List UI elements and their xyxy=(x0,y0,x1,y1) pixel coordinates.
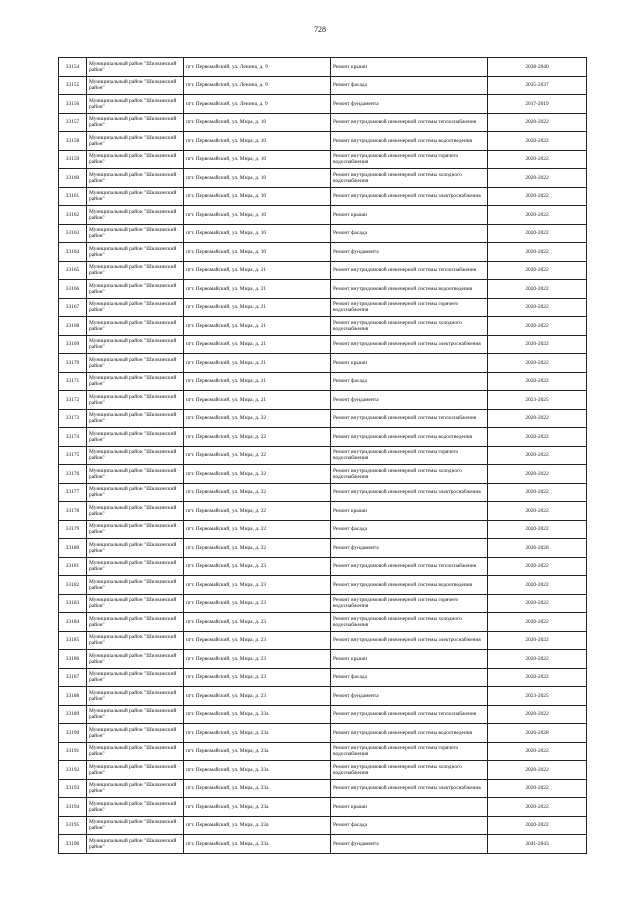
municipality-cell: Муниципальный район "Шилкинский район" xyxy=(87,668,184,687)
address-cell: пгт. Первомайский, ул. Мира, д. 23а xyxy=(184,761,331,780)
municipality-cell: Муниципальный район "Шилкинский район" xyxy=(87,280,184,299)
municipality-cell: Муниципальный район "Шилкинский район" xyxy=(87,335,184,354)
row-number-cell: 33181 xyxy=(59,557,87,576)
row-number-cell: 33175 xyxy=(59,446,87,465)
table-row xyxy=(59,206,587,225)
municipality-cell: Муниципальный район "Шилкинский район" xyxy=(87,742,184,761)
municipality-cell: Муниципальный район "Шилкинский район" xyxy=(87,594,184,613)
work-type-cell: Ремонт внутридомовой инженерной системы водоотведения xyxy=(331,428,488,447)
table-row xyxy=(59,650,587,669)
table-row xyxy=(59,243,587,262)
row-number-cell: 33169 xyxy=(59,335,87,354)
municipality-cell: Муниципальный район "Шилкинский район" xyxy=(87,650,184,669)
table-row xyxy=(59,613,587,632)
period-cell: 2020-2022 xyxy=(488,798,587,817)
address-cell: пгт. Первомайский, ул. Мира, д. 10 xyxy=(184,169,331,188)
period-cell: 2020-2022 xyxy=(488,317,587,336)
work-type-cell: Ремонт внутридомовой инженерной системы горячего водоснабжения xyxy=(331,446,488,465)
municipality-cell: Муниципальный район "Шилкинский район" xyxy=(87,58,184,77)
row-number-cell: 33180 xyxy=(59,539,87,558)
address-cell: пгт. Первомайский, ул. Мира, д. 23а xyxy=(184,724,331,743)
row-number-cell: 33171 xyxy=(59,372,87,391)
period-cell: 2020-2022 xyxy=(488,816,587,835)
row-number-cell: 33160 xyxy=(59,169,87,188)
row-number-cell: 33168 xyxy=(59,317,87,336)
work-type-cell: Ремонт внутридомовой инженерной системы горячего водоснабжения xyxy=(331,742,488,761)
municipality-cell: Муниципальный район "Шилкинский район" xyxy=(87,779,184,798)
municipality-cell: Муниципальный район "Шилкинский район" xyxy=(87,705,184,724)
address-cell: пгт. Первомайский, ул. Мира, д. 22 xyxy=(184,483,331,502)
row-number-cell: 33178 xyxy=(59,502,87,521)
row-number-cell: 33157 xyxy=(59,113,87,132)
address-cell: пгт. Первомайский, ул. Мира, д. 23 xyxy=(184,613,331,632)
work-type-cell: Ремонт фасада xyxy=(331,224,488,243)
table-row xyxy=(59,520,587,539)
row-number-cell: 33191 xyxy=(59,742,87,761)
period-cell: 2020-2022 xyxy=(488,132,587,151)
period-cell: 2020-2022 xyxy=(488,483,587,502)
work-type-cell: Ремонт фундамента xyxy=(331,95,488,114)
municipality-cell: Муниципальный район "Шилкинский район" xyxy=(87,724,184,743)
municipality-cell: Муниципальный район "Шилкинский район" xyxy=(87,483,184,502)
row-number-cell: 33187 xyxy=(59,668,87,687)
row-number-cell: 33164 xyxy=(59,243,87,262)
municipality-cell: Муниципальный район "Шилкинский район" xyxy=(87,317,184,336)
address-cell: пгт. Первомайский, ул. Мира, д. 23 xyxy=(184,650,331,669)
address-cell: пгт. Первомайский, ул. Мира, д. 23а xyxy=(184,779,331,798)
address-cell: пгт. Первомайский, ул. Мира, д. 22 xyxy=(184,409,331,428)
work-type-cell: Ремонт фундамента xyxy=(331,391,488,410)
period-cell: 2020-2022 xyxy=(488,650,587,669)
row-number-cell: 33174 xyxy=(59,428,87,447)
period-cell: 2023-2025 xyxy=(488,391,587,410)
period-cell: 2020-2022 xyxy=(488,372,587,391)
row-number-cell: 33194 xyxy=(59,798,87,817)
work-type-cell: Ремонт внутридомовой инженерной системы водоотведения xyxy=(331,132,488,151)
row-number-cell: 33154 xyxy=(59,58,87,77)
municipality-cell: Муниципальный район "Шилкинский район" xyxy=(87,113,184,132)
municipality-cell: Муниципальный район "Шилкинский район" xyxy=(87,798,184,817)
repair-schedule-table xyxy=(58,57,587,854)
address-cell: пгт. Первомайский, ул. Мира, д. 10 xyxy=(184,206,331,225)
municipality-cell: Муниципальный район "Шилкинский район" xyxy=(87,465,184,484)
address-cell: пгт. Первомайский, ул. Мира, д. 10 xyxy=(184,187,331,206)
period-cell: 2020-2022 xyxy=(488,613,587,632)
period-cell: 2020-2022 xyxy=(488,557,587,576)
table-row xyxy=(59,95,587,114)
work-type-cell: Ремонт фасада xyxy=(331,372,488,391)
work-type-cell: Ремонт внутридомовой инженерной системы электроснабжения xyxy=(331,779,488,798)
municipality-cell: Муниципальный район "Шилкинский район" xyxy=(87,446,184,465)
table-row xyxy=(59,779,587,798)
work-type-cell: Ремонт внутридомовой инженерной системы горячего водоснабжения xyxy=(331,150,488,169)
municipality-cell: Муниципальный район "Шилкинский район" xyxy=(87,631,184,650)
table-row xyxy=(59,502,587,521)
period-cell: 2020-2022 xyxy=(488,113,587,132)
period-cell: 2041-2043 xyxy=(488,835,587,854)
period-cell: 2020-2022 xyxy=(488,465,587,484)
row-number-cell: 33184 xyxy=(59,613,87,632)
address-cell: пгт. Первомайский, ул. Мира, д. 23 xyxy=(184,631,331,650)
row-number-cell: 33155 xyxy=(59,76,87,95)
work-type-cell: Ремонт внутридомовой инженерной системы электроснабжения xyxy=(331,483,488,502)
table-row xyxy=(59,446,587,465)
row-number-cell: 33186 xyxy=(59,650,87,669)
municipality-cell: Муниципальный район "Шилкинский район" xyxy=(87,502,184,521)
period-cell: 2020-2022 xyxy=(488,705,587,724)
address-cell: пгт. Первомайский, ул. Мира, д. 22 xyxy=(184,520,331,539)
work-type-cell: Ремонт фасада xyxy=(331,76,488,95)
address-cell: пгт. Первомайский, ул. Мира, д. 21 xyxy=(184,261,331,280)
period-cell: 2020-2022 xyxy=(488,187,587,206)
row-number-cell: 33170 xyxy=(59,354,87,373)
municipality-cell: Муниципальный район "Шилкинский район" xyxy=(87,428,184,447)
table-row xyxy=(59,187,587,206)
row-number-cell: 33156 xyxy=(59,95,87,114)
table-row xyxy=(59,835,587,854)
table-row xyxy=(59,465,587,484)
period-cell: 2026-2028 xyxy=(488,539,587,558)
address-cell: пгт. Первомайский, ул. Мира, д. 23 xyxy=(184,687,331,706)
row-number-cell: 33172 xyxy=(59,391,87,410)
period-cell: 2020-2022 xyxy=(488,446,587,465)
table-row xyxy=(59,391,587,410)
address-cell: пгт. Первомайский, ул. Мира, д. 21 xyxy=(184,280,331,299)
table-row xyxy=(59,668,587,687)
municipality-cell: Муниципальный район "Шилкинский район" xyxy=(87,76,184,95)
work-type-cell: Ремонт внутридомовой инженерной системы теплоснабжения xyxy=(331,261,488,280)
municipality-cell: Муниципальный район "Шилкинский район" xyxy=(87,261,184,280)
table-row xyxy=(59,150,587,169)
work-type-cell: Ремонт внутридомовой инженерной системы электроснабжения xyxy=(331,335,488,354)
table-row xyxy=(59,705,587,724)
address-cell: пгт. Первомайский, ул. Мира, д. 10 xyxy=(184,243,331,262)
page-number: 728 xyxy=(314,25,326,34)
row-number-cell: 33173 xyxy=(59,409,87,428)
period-cell: 2026-2028 xyxy=(488,724,587,743)
row-number-cell: 33195 xyxy=(59,816,87,835)
period-cell: 2020-2022 xyxy=(488,243,587,262)
table-row xyxy=(59,798,587,817)
work-type-cell: Ремонт внутридомовой инженерной системы холодного водоснабжения xyxy=(331,317,488,336)
municipality-cell: Муниципальный район "Шилкинский район" xyxy=(87,150,184,169)
address-cell: пгт. Первомайский, ул. Мира, д. 10 xyxy=(184,132,331,151)
row-number-cell: 33190 xyxy=(59,724,87,743)
address-cell: пгт. Первомайский, ул. Мира, д. 22 xyxy=(184,428,331,447)
work-type-cell: Ремонт фундамента xyxy=(331,835,488,854)
row-number-cell: 33196 xyxy=(59,835,87,854)
municipality-cell: Муниципальный район "Шилкинский район" xyxy=(87,224,184,243)
work-type-cell: Ремонт крыши xyxy=(331,206,488,225)
table-row xyxy=(59,409,587,428)
row-number-cell: 33166 xyxy=(59,280,87,299)
municipality-cell: Муниципальный район "Шилкинский район" xyxy=(87,687,184,706)
address-cell: пгт. Первомайский, ул. Мира, д. 21 xyxy=(184,391,331,410)
row-number-cell: 33182 xyxy=(59,576,87,595)
municipality-cell: Муниципальный район "Шилкинский район" xyxy=(87,520,184,539)
period-cell: 2020-2022 xyxy=(488,761,587,780)
period-cell: 2017-2019 xyxy=(488,95,587,114)
row-number-cell: 33185 xyxy=(59,631,87,650)
row-number-cell: 33188 xyxy=(59,687,87,706)
table-body xyxy=(59,58,587,854)
table-row xyxy=(59,724,587,743)
period-cell: 2020-2022 xyxy=(488,169,587,188)
table-row xyxy=(59,631,587,650)
address-cell: пгт. Первомайский, ул. Мира, д. 23а xyxy=(184,742,331,761)
table-row xyxy=(59,169,587,188)
address-cell: пгт. Первомайский, ул. Мира, д. 21 xyxy=(184,317,331,336)
row-number-cell: 33162 xyxy=(59,206,87,225)
table-row xyxy=(59,317,587,336)
row-number-cell: 33177 xyxy=(59,483,87,502)
work-type-cell: Ремонт внутридомовой инженерной системы теплоснабжения xyxy=(331,705,488,724)
address-cell: пгт. Первомайский, ул. Мира, д. 23а xyxy=(184,816,331,835)
work-type-cell: Ремонт фасада xyxy=(331,520,488,539)
period-cell: 2020-2022 xyxy=(488,520,587,539)
address-cell: пгт. Первомайский, ул. Мира, д. 22 xyxy=(184,502,331,521)
period-cell: 2020-2022 xyxy=(488,354,587,373)
address-cell: пгт. Первомайский, ул. Ленина, д. 9 xyxy=(184,76,331,95)
work-type-cell: Ремонт фасада xyxy=(331,668,488,687)
table-row xyxy=(59,687,587,706)
table-row xyxy=(59,557,587,576)
municipality-cell: Муниципальный район "Шилкинский район" xyxy=(87,95,184,114)
address-cell: пгт. Первомайский, ул. Мира, д. 23 xyxy=(184,557,331,576)
table-row xyxy=(59,132,587,151)
table-row xyxy=(59,298,587,317)
row-number-cell: 33158 xyxy=(59,132,87,151)
row-number-cell: 33193 xyxy=(59,779,87,798)
work-type-cell: Ремонт внутридомовой инженерной системы теплоснабжения xyxy=(331,409,488,428)
table-row xyxy=(59,335,587,354)
period-cell: 2020-2022 xyxy=(488,261,587,280)
address-cell: пгт. Первомайский, ул. Мира, д. 10 xyxy=(184,150,331,169)
table-row xyxy=(59,58,587,77)
municipality-cell: Муниципальный район "Шилкинский район" xyxy=(87,835,184,854)
period-cell: 2038-2040 xyxy=(488,58,587,77)
period-cell: 2020-2022 xyxy=(488,742,587,761)
table-row xyxy=(59,224,587,243)
address-cell: пгт. Первомайский, ул. Мира, д. 23 xyxy=(184,594,331,613)
table-row xyxy=(59,816,587,835)
period-cell: 2020-2022 xyxy=(488,502,587,521)
work-type-cell: Ремонт внутридомовой инженерной системы электроснабжения xyxy=(331,631,488,650)
work-type-cell: Ремонт крыши xyxy=(331,798,488,817)
municipality-cell: Муниципальный район "Шилкинский район" xyxy=(87,816,184,835)
table-row xyxy=(59,372,587,391)
row-number-cell: 33183 xyxy=(59,594,87,613)
period-cell: 2020-2022 xyxy=(488,668,587,687)
municipality-cell: Муниципальный район "Шилкинский район" xyxy=(87,613,184,632)
period-cell: 2020-2022 xyxy=(488,576,587,595)
municipality-cell: Муниципальный район "Шилкинский район" xyxy=(87,409,184,428)
address-cell: пгт. Первомайский, ул. Мира, д. 23 xyxy=(184,668,331,687)
table-row xyxy=(59,261,587,280)
period-cell: 2020-2022 xyxy=(488,150,587,169)
municipality-cell: Муниципальный район "Шилкинский район" xyxy=(87,187,184,206)
address-cell: пгт. Первомайский, ул. Мира, д. 21 xyxy=(184,335,331,354)
table-row xyxy=(59,539,587,558)
municipality-cell: Муниципальный район "Шилкинский район" xyxy=(87,298,184,317)
row-number-cell: 33192 xyxy=(59,761,87,780)
address-cell: пгт. Первомайский, ул. Мира, д. 22 xyxy=(184,539,331,558)
address-cell: пгт. Первомайский, ул. Ленина, д. 9 xyxy=(184,58,331,77)
work-type-cell: Ремонт внутридомовой инженерной системы электроснабжения xyxy=(331,187,488,206)
period-cell: 2020-2022 xyxy=(488,335,587,354)
municipality-cell: Муниципальный район "Шилкинский район" xyxy=(87,539,184,558)
row-number-cell: 33159 xyxy=(59,150,87,169)
period-cell: 2023-2025 xyxy=(488,687,587,706)
address-cell: пгт. Первомайский, ул. Мира, д. 10 xyxy=(184,224,331,243)
municipality-cell: Муниципальный район "Шилкинский район" xyxy=(87,391,184,410)
address-cell: пгт. Первомайский, ул. Мира, д. 23а xyxy=(184,798,331,817)
work-type-cell: Ремонт фундамента xyxy=(331,539,488,558)
table-row xyxy=(59,280,587,299)
municipality-cell: Муниципальный район "Шилкинский район" xyxy=(87,243,184,262)
address-cell: пгт. Первомайский, ул. Мира, д. 23а xyxy=(184,835,331,854)
address-cell: пгт. Первомайский, ул. Мира, д. 23 xyxy=(184,576,331,595)
period-cell: 2020-2022 xyxy=(488,298,587,317)
row-number-cell: 33163 xyxy=(59,224,87,243)
period-cell: 2020-2022 xyxy=(488,280,587,299)
work-type-cell: Ремонт внутридомовой инженерной системы теплоснабжения xyxy=(331,557,488,576)
address-cell: пгт. Первомайский, ул. Мира, д. 22 xyxy=(184,446,331,465)
work-type-cell: Ремонт внутридомовой инженерной системы холодного водоснабжения xyxy=(331,465,488,484)
row-number-cell: 33176 xyxy=(59,465,87,484)
row-number-cell: 33165 xyxy=(59,261,87,280)
table-row xyxy=(59,76,587,95)
table-row xyxy=(59,354,587,373)
address-cell: пгт. Первомайский, ул. Мира, д. 22 xyxy=(184,465,331,484)
row-number-cell: 33189 xyxy=(59,705,87,724)
period-cell: 2035-2037 xyxy=(488,76,587,95)
work-type-cell: Ремонт крыши xyxy=(331,650,488,669)
period-cell: 2020-2022 xyxy=(488,206,587,225)
work-type-cell: Ремонт фундамента xyxy=(331,243,488,262)
address-cell: пгт. Первомайский, ул. Мира, д. 10 xyxy=(184,113,331,132)
period-cell: 2020-2022 xyxy=(488,428,587,447)
work-type-cell: Ремонт внутридомовой инженерной системы горячего водоснабжения xyxy=(331,594,488,613)
period-cell: 2020-2022 xyxy=(488,594,587,613)
municipality-cell: Муниципальный район "Шилкинский район" xyxy=(87,576,184,595)
municipality-cell: Муниципальный район "Шилкинский район" xyxy=(87,372,184,391)
row-number-cell: 33179 xyxy=(59,520,87,539)
period-cell: 2020-2022 xyxy=(488,631,587,650)
municipality-cell: Муниципальный район "Шилкинский район" xyxy=(87,354,184,373)
work-type-cell: Ремонт внутридомовой инженерной системы теплоснабжения xyxy=(331,113,488,132)
table-row xyxy=(59,428,587,447)
table-row xyxy=(59,576,587,595)
table-row xyxy=(59,594,587,613)
table-row xyxy=(59,483,587,502)
address-cell: пгт. Первомайский, ул. Мира, д. 21 xyxy=(184,298,331,317)
address-cell: пгт. Первомайский, ул. Мира, д. 21 xyxy=(184,354,331,373)
municipality-cell: Муниципальный район "Шилкинский район" xyxy=(87,557,184,576)
work-type-cell: Ремонт фундамента xyxy=(331,687,488,706)
work-type-cell: Ремонт фасада xyxy=(331,816,488,835)
work-type-cell: Ремонт крыши xyxy=(331,58,488,77)
period-cell: 2020-2022 xyxy=(488,779,587,798)
municipality-cell: Муниципальный район "Шилкинский район" xyxy=(87,169,184,188)
table-row xyxy=(59,742,587,761)
work-type-cell: Ремонт внутридомовой инженерной системы водоотведения xyxy=(331,724,488,743)
municipality-cell: Муниципальный район "Шилкинский район" xyxy=(87,206,184,225)
period-cell: 2020-2022 xyxy=(488,224,587,243)
work-type-cell: Ремонт внутридомовой инженерной системы холодного водоснабжения xyxy=(331,169,488,188)
work-type-cell: Ремонт внутридомовой инженерной системы горячего водоснабжения xyxy=(331,298,488,317)
work-type-cell: Ремонт внутридомовой инженерной системы водоотведения xyxy=(331,280,488,299)
address-cell: пгт. Первомайский, ул. Мира, д. 23а xyxy=(184,705,331,724)
municipality-cell: Муниципальный район "Шилкинский район" xyxy=(87,761,184,780)
municipality-cell: Муниципальный район "Шилкинский район" xyxy=(87,132,184,151)
row-number-cell: 33161 xyxy=(59,187,87,206)
table-row xyxy=(59,761,587,780)
work-type-cell: Ремонт внутридомовой инженерной системы водоотведения xyxy=(331,576,488,595)
work-type-cell: Ремонт крыши xyxy=(331,502,488,521)
row-number-cell: 33167 xyxy=(59,298,87,317)
work-type-cell: Ремонт крыши xyxy=(331,354,488,373)
table-row xyxy=(59,113,587,132)
address-cell: пгт. Первомайский, ул. Ленина, д. 9 xyxy=(184,95,331,114)
address-cell: пгт. Первомайский, ул. Мира, д. 21 xyxy=(184,372,331,391)
period-cell: 2020-2022 xyxy=(488,409,587,428)
work-type-cell: Ремонт внутридомовой инженерной системы холодного водоснабжения xyxy=(331,613,488,632)
work-type-cell: Ремонт внутридомовой инженерной системы холодного водоснабжения xyxy=(331,761,488,780)
